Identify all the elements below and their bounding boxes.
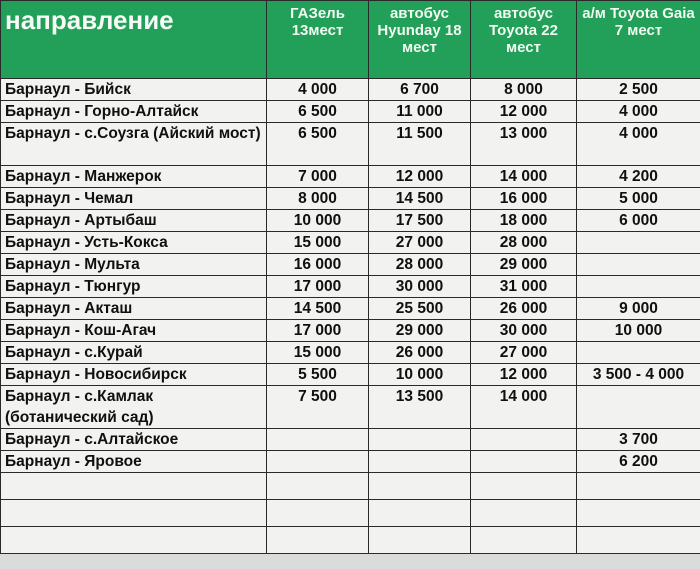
empty-cell (471, 500, 577, 527)
hyundai-price: 29 000 (369, 320, 471, 342)
toyota7-price: 6 200 (577, 451, 700, 473)
toyota22-price: 30 000 (471, 320, 577, 342)
route-cell: Барнаул - с.Соузга (Айский мост) (1, 123, 267, 166)
empty-row (1, 527, 700, 554)
toyota7-price: 9 000 (577, 298, 700, 320)
empty-cell (471, 473, 577, 500)
toyota22-price: 14 000 (471, 386, 577, 429)
table-row (1, 429, 700, 451)
gazel-price: 6 500 (267, 123, 369, 166)
route-cell: Барнаул - Мульта (1, 254, 267, 276)
gazel-price: 17 000 (267, 320, 369, 342)
route-cell: Барнаул - Артыбаш (1, 210, 267, 232)
route-cell: Барнаул - Акташ (1, 298, 267, 320)
empty-cell (369, 500, 471, 527)
table-row (1, 166, 700, 188)
empty-cell (267, 473, 369, 500)
route-cell: Барнаул - с.Алтайское (1, 429, 267, 451)
toyota22-price: 12 000 (471, 101, 577, 123)
empty-cell (1, 527, 267, 554)
hyundai-price (369, 429, 471, 451)
hyundai-price: 30 000 (369, 276, 471, 298)
route-cell: Барнаул - Манжерок (1, 166, 267, 188)
empty-cell (1, 473, 267, 500)
toyota7-price: 10 000 (577, 320, 700, 342)
toyota22-price: 14 000 (471, 166, 577, 188)
toyota22-price: 28 000 (471, 232, 577, 254)
toyota22-price: 26 000 (471, 298, 577, 320)
table-row (1, 364, 700, 386)
table-row (1, 188, 700, 210)
table-row (1, 123, 700, 166)
toyota22-price: 16 000 (471, 188, 577, 210)
header-gazel: ГАЗель 13мест (267, 1, 369, 79)
toyota7-price: 2 500 (577, 79, 700, 101)
route-cell: Барнаул - Яровое (1, 451, 267, 473)
hyundai-price: 11 000 (369, 101, 471, 123)
hyundai-price (369, 451, 471, 473)
hyundai-price: 11 500 (369, 123, 471, 166)
table-row (1, 320, 700, 342)
header-row (1, 1, 700, 79)
empty-cell (267, 500, 369, 527)
hyundai-price: 6 700 (369, 79, 471, 101)
toyota7-price: 3 700 (577, 429, 700, 451)
toyota7-price: 3 500 - 4 000 (577, 364, 700, 386)
gazel-price: 10 000 (267, 210, 369, 232)
empty-cell (471, 527, 577, 554)
gazel-price (267, 451, 369, 473)
header-toyota22: автобус Toyota 22 мест (471, 1, 577, 79)
table-row (1, 254, 700, 276)
toyota7-price: 5 000 (577, 188, 700, 210)
route-cell: Барнаул - с.Камлак (ботанический сад) (1, 386, 267, 429)
empty-cell (369, 527, 471, 554)
table-row (1, 342, 700, 364)
gazel-price: 7 000 (267, 166, 369, 188)
hyundai-price: 28 000 (369, 254, 471, 276)
gazel-price: 7 500 (267, 386, 369, 429)
route-cell: Барнаул - Новосибирск (1, 364, 267, 386)
table-row (1, 101, 700, 123)
hyundai-price: 27 000 (369, 232, 471, 254)
hyundai-price: 17 500 (369, 210, 471, 232)
toyota7-price (577, 276, 700, 298)
route-cell: Барнаул - Чемал (1, 188, 267, 210)
toyota22-price: 29 000 (471, 254, 577, 276)
hyundai-price: 26 000 (369, 342, 471, 364)
toyota7-price (577, 386, 700, 429)
gazel-price: 15 000 (267, 232, 369, 254)
toyota22-price: 27 000 (471, 342, 577, 364)
empty-cell (577, 527, 700, 554)
gazel-price: 17 000 (267, 276, 369, 298)
empty-cell (1, 500, 267, 527)
route-cell: Барнаул - Усть-Кокса (1, 232, 267, 254)
toyota7-price (577, 254, 700, 276)
gazel-price: 16 000 (267, 254, 369, 276)
route-cell: Барнаул - Горно-Алтайск (1, 101, 267, 123)
route-cell: Барнаул - Тюнгур (1, 276, 267, 298)
gazel-price: 4 000 (267, 79, 369, 101)
route-cell: Барнаул - Кош-Агач (1, 320, 267, 342)
toyota22-price: 31 000 (471, 276, 577, 298)
route-cell: Барнаул - с.Курай (1, 342, 267, 364)
hyundai-price: 13 500 (369, 386, 471, 429)
toyota22-price: 13 000 (471, 123, 577, 166)
gazel-price: 14 500 (267, 298, 369, 320)
table-row (1, 298, 700, 320)
toyota7-price (577, 232, 700, 254)
hyundai-price: 12 000 (369, 166, 471, 188)
toyota22-price: 12 000 (471, 364, 577, 386)
header-direction: направление (1, 1, 267, 79)
toyota22-price (471, 451, 577, 473)
gazel-price: 15 000 (267, 342, 369, 364)
toyota7-price: 4 000 (577, 123, 700, 166)
gazel-price (267, 429, 369, 451)
route-cell: Барнаул - Бийск (1, 79, 267, 101)
gazel-price: 8 000 (267, 188, 369, 210)
toyota7-price: 4 000 (577, 101, 700, 123)
table-row (1, 79, 700, 101)
table-row (1, 210, 700, 232)
gazel-price: 5 500 (267, 364, 369, 386)
table-row (1, 276, 700, 298)
table-row (1, 451, 700, 473)
empty-cell (369, 473, 471, 500)
empty-cell (577, 500, 700, 527)
empty-row (1, 473, 700, 500)
toyota7-price: 4 200 (577, 166, 700, 188)
toyota22-price: 8 000 (471, 79, 577, 101)
gazel-price: 6 500 (267, 101, 369, 123)
toyota7-price: 6 000 (577, 210, 700, 232)
hyundai-price: 10 000 (369, 364, 471, 386)
toyota22-price (471, 429, 577, 451)
hyundai-price: 14 500 (369, 188, 471, 210)
table-row (1, 386, 700, 429)
header-hyundai: автобус Hyunday 18 мест (369, 1, 471, 79)
empty-cell (577, 473, 700, 500)
hyundai-price: 25 500 (369, 298, 471, 320)
header-toyota7: а/м Toyota Gaia 7 мест (577, 1, 700, 79)
toyota7-price (577, 342, 700, 364)
toyota22-price: 18 000 (471, 210, 577, 232)
empty-cell (267, 527, 369, 554)
table-row (1, 232, 700, 254)
empty-row (1, 500, 700, 527)
